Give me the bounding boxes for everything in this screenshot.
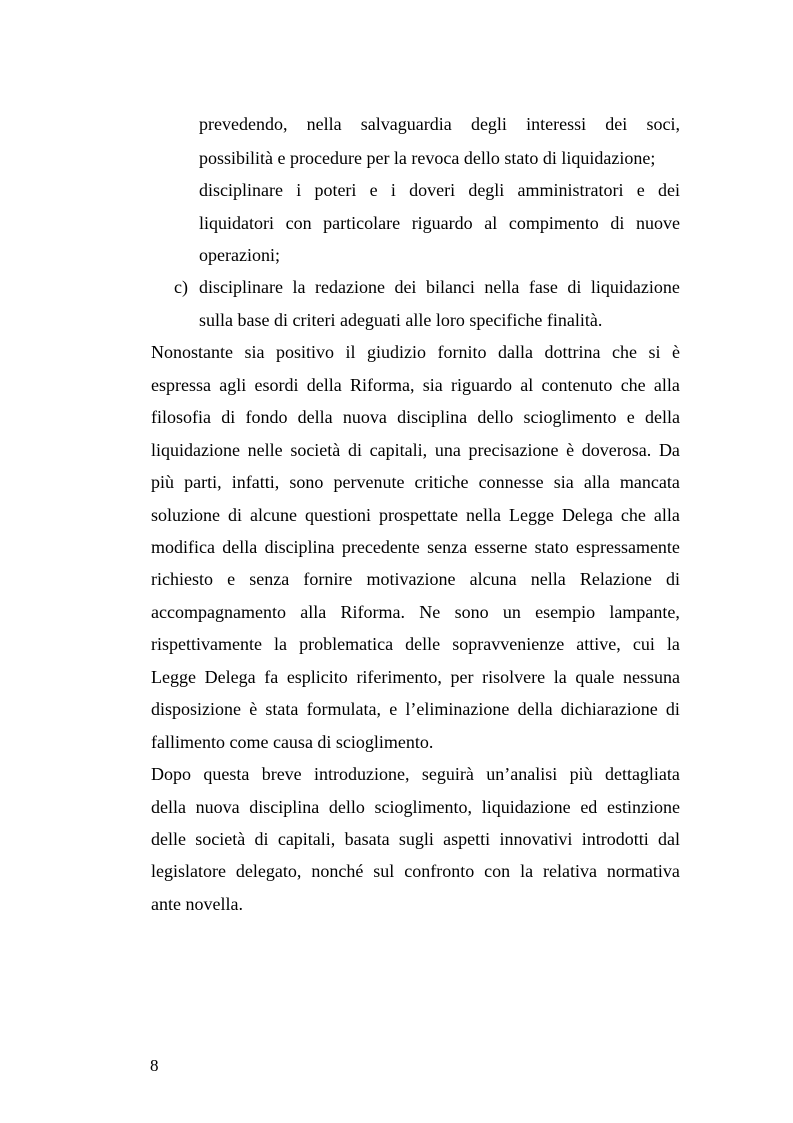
- list-marker-c: c): [174, 277, 188, 297]
- text-line: prevedendo, nella salvaguardia degli interessi dei soci,: [199, 114, 680, 134]
- text-line: disciplinare i poteri e i doveri degli amministratori e dei: [199, 180, 680, 200]
- text-line: fallimento come causa di scioglimento.: [151, 732, 434, 752]
- text-line: sulla base di criteri adeguati alle loro specifiche finalità.: [199, 310, 603, 330]
- text-line: richiesto e senza fornire motivazione alcuna nella Relazione di: [151, 569, 680, 589]
- text-line: Dopo questa breve introduzione, seguirà un’analisi più dettagliata: [151, 764, 680, 784]
- text-line: possibilità e procedure per la revoca dello stato di liquidazione;: [199, 148, 656, 168]
- text-line: disciplinare la redazione dei bilanci nella fase di liquidazione: [199, 277, 680, 297]
- text-line: espressa agli esordi della Riforma, sia riguardo al contenuto che alla: [151, 375, 680, 395]
- text-line: filosofia di fondo della nuova disciplina dello scioglimento e della: [151, 407, 680, 427]
- text-line: Nonostante sia positivo il giudizio fornito dalla dottrina che si è: [151, 342, 680, 362]
- text-line: legislatore delegato, nonché sul confronto con la relativa normativa: [151, 861, 680, 881]
- text-line: liquidazione nelle società di capitali, una precisazione è doverosa. Da: [151, 440, 680, 460]
- text-line: accompagnamento alla Riforma. Ne sono un esempio lampante,: [151, 602, 680, 622]
- text-line: Legge Delega fa esplicito riferimento, per risolvere la quale nessuna: [151, 667, 680, 687]
- text-line: della nuova disciplina dello scioglimento, liquidazione ed estinzione: [151, 797, 680, 817]
- text-line: soluzione di alcune questioni prospettate nella Legge Delega che alla: [151, 505, 680, 525]
- text-line: modifica della disciplina precedente senza esserne stato espressamente: [151, 537, 680, 557]
- text-line: più parti, infatti, sono pervenute critiche connesse sia alla mancata: [151, 472, 680, 492]
- text-line: operazioni;: [199, 245, 280, 265]
- text-line: ante novella.: [151, 894, 243, 914]
- text-line: delle società di capitali, basata sugli aspetti innovativi introdotti dal: [151, 829, 680, 849]
- text-line: disposizione è stata formulata, e l’eliminazione della dichiarazione di: [151, 699, 680, 719]
- page-number: 8: [150, 1056, 159, 1075]
- text-line: rispettivamente la problematica delle sopravvenienze attive, cui la: [151, 634, 680, 654]
- text-line: liquidatori con particolare riguardo al compimento di nuove: [199, 213, 680, 233]
